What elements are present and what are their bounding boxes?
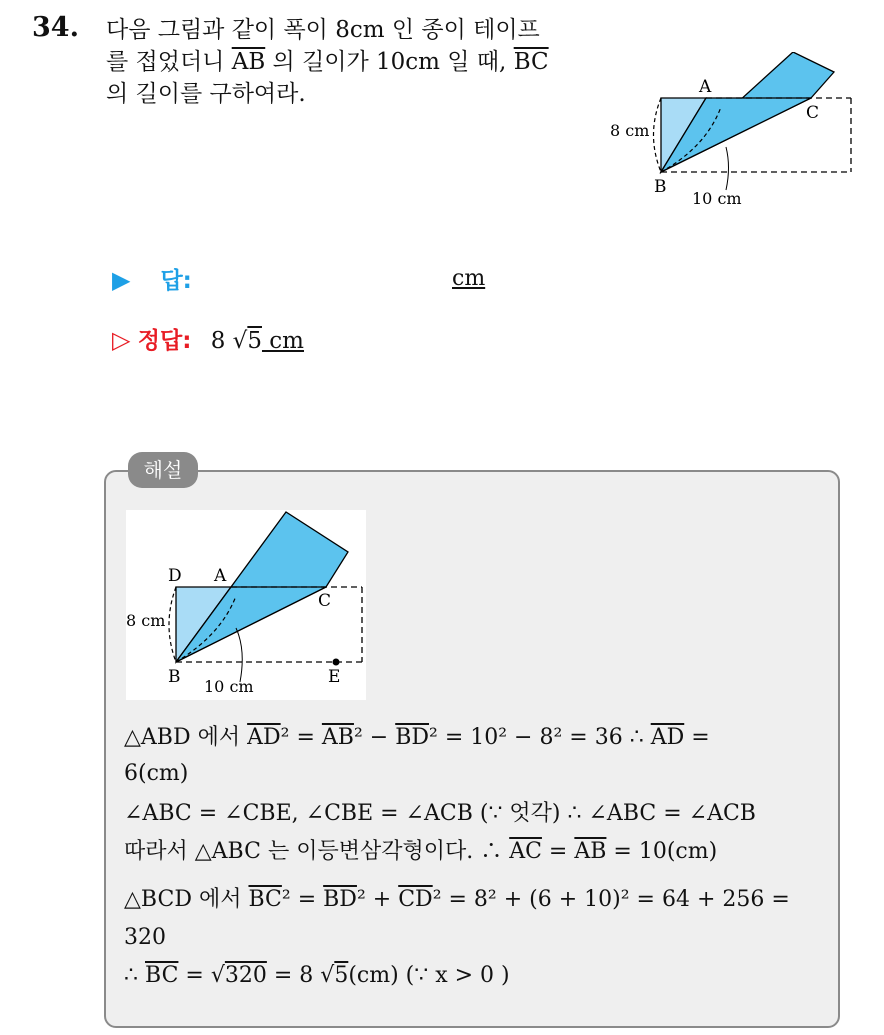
solution-line-7: ∴ $\overline{BC} = √320 = 8$ √5(cm) (∵ x > 0 ) [124, 963, 510, 988]
solution-figure-panel [126, 510, 366, 700]
solution-tag: 해설 [128, 452, 198, 488]
label-c: C [806, 103, 820, 123]
solution-line-4: 따라서 △ABC 는 이등변삼각형이다. ∴ $\overline{AC} = \overline{AB} = 10(cm)$ [124, 839, 718, 864]
question-line-1: 다음 그림과 같이 폭이 8cm 인 종이 테이프 [106, 17, 540, 43]
question-line-2: 를 접었더니 $\overline{AB}$ 의 길이가 10cm 일 때, $\overline{BC}$ [106, 49, 549, 75]
question-figure [606, 52, 856, 212]
solution-line-6: 320 [124, 925, 166, 950]
label-width: 8 cm [610, 121, 650, 140]
correct-label: 정답: [137, 328, 192, 354]
solution-label-b: B [168, 667, 181, 687]
question-line-3: 의 길이를 구하여라. [106, 81, 306, 107]
solution-label-d: D [168, 566, 182, 586]
label-b: B [654, 177, 667, 197]
answer-row [112, 262, 192, 295]
question-number: 34. [32, 12, 79, 43]
segment-bc: $\overline{BC}$ [513, 49, 549, 75]
segment-ab: $\overline{AB}$ [231, 49, 266, 75]
solution-label-a: A [214, 566, 227, 586]
solution-line-1: △ABD 에서 $\overline{AD}^2 = \overline{AB}^2 - \overline{BD}^2 = 10^2 - 8^2 = 36$ ∴ $\overline{AD}$ = [124, 725, 710, 750]
solution-label-e: E [328, 667, 341, 687]
answer-blank-unit: cm [452, 266, 486, 291]
solution-line-2: 6(cm) [124, 761, 189, 786]
correct-marker-icon: ▷ [112, 326, 131, 354]
solution-line-3: ∠ABC = ∠CBE, ∠CBE = ∠ACB (∵ 엇각) ∴ ∠ABC = ∠ACB [124, 801, 756, 826]
label-a: A [699, 77, 712, 97]
answer-label: 답: [160, 268, 192, 294]
label-length: 10 cm [692, 189, 742, 208]
correct-value: 8 √5 cm [210, 328, 304, 354]
correct-answer-row [112, 322, 304, 355]
solution-figure [126, 510, 366, 700]
question-text [106, 14, 586, 110]
solution-label-c: C [318, 591, 332, 611]
answer-marker-icon: ▶ [112, 266, 131, 294]
solution-line-5: △BCD 에서 $\overline{BC}^2 = \overline{BD}^2 + \overline{CD}^2 = 8^2 + (6 + 10)^2 = 64 + 256$ = [124, 887, 790, 912]
solution-label-width: 8 cm [126, 611, 166, 630]
solution-label-length: 10 cm [204, 677, 254, 696]
